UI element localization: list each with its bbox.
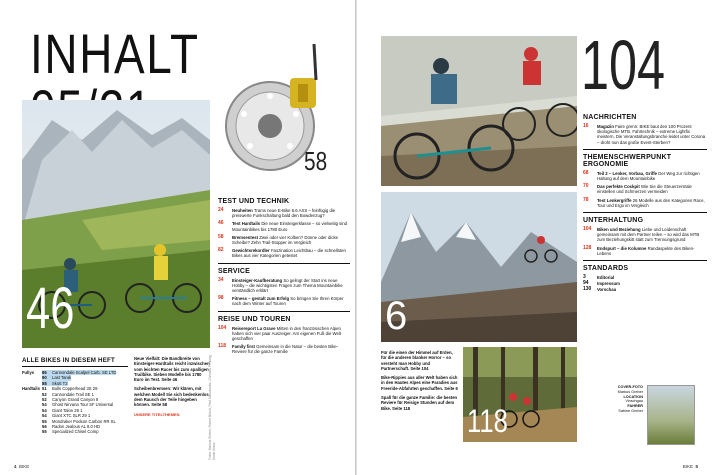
disc-caption: Scheibenbremsen: Wir klären, mit welchen Modell Sie sich bedenkenlos dem Rausch der Teile hingeben können. Seite 58 (134, 386, 209, 408)
entry-title: Fitness – gestalt zum Erfolg (232, 296, 290, 302)
page-title: INHALT (30, 22, 199, 85)
entry-page: 46 (218, 220, 224, 227)
cover-foto-line: Sabine Greber (618, 408, 643, 413)
section-divider (583, 260, 707, 261)
entry-page: 24 (218, 207, 224, 213)
bike-name: Last Tarak (52, 375, 72, 381)
entry-page: 16 (583, 123, 589, 129)
hero-page-number: 46 (26, 276, 75, 341)
bike-category (22, 429, 42, 434)
bike-page: 90 (42, 375, 52, 380)
entry-title: Vorschau (597, 287, 617, 293)
toc-entry[interactable] (218, 326, 350, 342)
entry-title: Endspurt – die Kolumne (597, 245, 647, 251)
cover-foto-block (583, 385, 707, 445)
entry-text: So bringen Sie Ihren Körper nach dem Winter auf Touren (232, 296, 344, 307)
hero-caption: Neue Vielfalt: Die Bandbreite von Einsteiger-Hardtails reicht inzwischen vom leichten Racer bis zum spaßigen Trailbike. Sieben Modelle bis 1780 Euro im Test. Seite 46 (134, 356, 210, 383)
bike-category: Hardtails (22, 386, 40, 392)
toc-entry[interactable] (583, 124, 707, 145)
entry-text: Die neue Einsteigerklasse – so vielseitig sind Mountainbikes bis 1780 Euro (232, 221, 348, 232)
toc-entry[interactable] (583, 246, 707, 256)
hero-photo-hardtails (22, 100, 210, 348)
entry-text: Wie Sie die Steuerzentrale einstellen und Schmerzen vermeiden (597, 184, 692, 195)
cover-foto-credits (583, 385, 643, 445)
bike-name: Ghost Nirvana Tour SF Universal (52, 402, 114, 408)
toc-entry[interactable] (218, 344, 350, 354)
bike-name: Cannondale Scalpel Carb. SE LTD (52, 370, 117, 375)
mountain-photo (381, 192, 577, 342)
bike-name: Giant Talon 29 1 (52, 407, 83, 413)
mountain-range-image (381, 192, 577, 342)
bike-page: 88 (42, 381, 52, 386)
toc-entry[interactable] (218, 296, 350, 306)
entry-page: 128 (583, 244, 592, 251)
entry-title: Impressum (597, 281, 620, 287)
footer-brand: BIKE (19, 464, 30, 469)
toc-entry[interactable] (218, 248, 350, 258)
mountain-page-number: 6 (385, 294, 408, 338)
entry-title: Test Hardtails (232, 221, 261, 227)
caption-hautes-alpes: Bike-Rippies aus aller Welt haben sich in den Hautes Alpes eine Paradies aus Freeride-Abfahrten geschaffen. Seite 6 (381, 375, 458, 391)
footer-left (14, 464, 29, 469)
section-reise-touren (218, 316, 350, 355)
entry-page: 118 (218, 343, 227, 350)
entry-page: 130 (583, 286, 592, 293)
cover-foto-line: Markus Greber (617, 389, 643, 394)
section-divider (218, 263, 350, 264)
entry-page: 70 (583, 183, 589, 190)
entry-title: Neuheiten (232, 208, 253, 213)
toc-entry[interactable] (218, 235, 350, 245)
entry-title: Test Lenkergriffe (597, 197, 632, 203)
bike-name: Skott T2 (52, 380, 68, 386)
bike-page: 54 (42, 413, 47, 419)
section-divider (583, 149, 707, 150)
bike-name: Specialized Chisel Comp (52, 429, 99, 435)
entry-title: Reisereport La Grave (232, 325, 276, 331)
bike-page: 51 (42, 386, 47, 392)
entry-page: 94 (583, 280, 589, 287)
toc-entry[interactable] (583, 184, 707, 194)
bike-page: 52 (42, 391, 47, 397)
toc-entry[interactable] (583, 287, 707, 292)
caption-family: Spaß für die ganze Familie: die besten Reviere für Reisige Stunden auf dem Bike. Seite 118 (381, 395, 458, 411)
disc-page-number: 58 (304, 146, 328, 176)
entry-text: 26 Modelle aus den Kategorien Race, Tour und Ergo im Vergleich (597, 197, 705, 208)
bike-name: Mondraker Podium Carbon RR SL (52, 418, 116, 424)
entry-title: Einsteiger-Kaufberatung (232, 277, 283, 283)
entry-text: Trams neue E-Bike 6.6 AXS – feinfügig die preiswerte Funkschaltung bald den Bowdenzug? (232, 208, 336, 219)
photo-credits: Fotos: Markus Greber, Robert Bösch, Paul Masukowitz, Christian Penning, Armin Kranz (208, 354, 216, 460)
section-ergonomie (583, 154, 707, 208)
right-sections (583, 114, 707, 294)
toc-entry[interactable] (583, 281, 707, 286)
bike-page: 52 (42, 397, 47, 403)
section-divider (583, 212, 707, 213)
entry-page: 58 (218, 233, 224, 240)
bikes-box-heading: ALLE BIKES IN DIESEM HEFT (22, 357, 128, 367)
section-heading: TEST UND TECHNIK (218, 198, 290, 205)
entry-title: Biken und Beziehung (597, 227, 641, 233)
cover-themes-label: UNSERE TITELTHEMEN (134, 411, 180, 417)
forest-page-number: 118 (467, 403, 508, 439)
entry-text: Zwei oder vier Kolben? Dünne oder dicke Scheibe? Zehn Trail-Stopper im Vergleich (232, 234, 339, 246)
cover-foto-title: COVER-FOTO (617, 385, 643, 389)
toc-entry[interactable] (583, 198, 707, 208)
entry-page: 82 (218, 247, 224, 254)
toc-entry[interactable] (583, 227, 707, 243)
entry-page: 104 (218, 324, 227, 331)
bike-page: 54 (42, 402, 47, 408)
entry-title: Family first (232, 344, 255, 350)
brake-disc-photo (218, 34, 338, 190)
bike-category: Fullys (22, 370, 35, 375)
cover-foto-line: LOCATION (623, 394, 643, 399)
entry-text: So gelingt der Start ins neue Hobby – die wichtigsten Fragen zum Thema Mountainbike verständlich erklärt (232, 277, 343, 294)
hero-caption-block (134, 356, 212, 417)
toc-entry[interactable] (583, 171, 707, 181)
bike-page: 54 (42, 407, 47, 413)
entry-title: Editorial (597, 275, 615, 281)
entry-title: Teil 2 – Lenker, Vorbau, Griffe (597, 170, 658, 176)
section-nachrichten (583, 114, 707, 145)
cover-thumbnail (647, 385, 695, 445)
big-page-number: 104 (581, 26, 666, 104)
section-heading: THEMENSCHWERPUNKT ERGONOMIE (583, 153, 672, 168)
entry-title: Bremsentest (232, 234, 259, 240)
bikes-table (22, 370, 128, 435)
entry-text: Faszination Leichtbau – die schnellsten Bikes aus vier Kategorien getestet (232, 248, 346, 259)
section-standards (583, 265, 707, 293)
entry-page: 98 (218, 295, 224, 302)
bike-row[interactable] (22, 429, 128, 434)
bike-name: Giant XTC SLR 29 1 (52, 413, 91, 419)
entry-page: 104 (583, 226, 592, 233)
bike-name: Cannondale Trail SE 1 (52, 391, 94, 397)
section-test-technik (218, 198, 350, 259)
toc-entry[interactable] (218, 221, 350, 231)
entry-text: Faire grenn: BIKE baut den 100 Prozent ökologische MTB. Fahrtechnik – extreme Lightfix meistern. Die Veranstaltungsbranche leidet unter Corona – droht nun das große Event-Sterben? (597, 124, 706, 145)
entry-title: Magazin (597, 124, 614, 129)
left-page (0, 0, 355, 475)
bike-page: 86 (42, 370, 52, 375)
entry-text: Der Weg zur richtigen Haltung auf dem Mountainbike (597, 170, 700, 182)
right-captions (381, 350, 459, 411)
forest-photo (463, 347, 577, 442)
riders-image (381, 36, 577, 186)
right-page (357, 0, 712, 475)
section-service (218, 268, 350, 307)
bike-name: Radon Jealous AL 8.0 HD (52, 424, 101, 430)
caption-relationship: Für die einen der Himmel auf Erden, für die anderen blanker Horror – so versteht man Hobby und Partnerschaft. Seite 104 (381, 350, 453, 371)
entry-title: Das perfekte Cockpit (597, 184, 640, 190)
section-heading: STANDARDS (583, 265, 629, 273)
entry-title: Gewichtsrekordler (232, 248, 270, 254)
section-unterhaltung (583, 217, 707, 256)
left-sections (218, 198, 350, 358)
entry-page: 68 (583, 169, 589, 176)
section-heading: REISE UND TOUREN (218, 315, 291, 323)
footer-page-number: 5 (695, 464, 698, 469)
footer-brand: BIKE (682, 464, 693, 469)
bike-page: 55 (42, 418, 47, 424)
section-heading: NACHRICHTEN (583, 114, 637, 121)
bike-name: Canyon Grand Canyon 8 (52, 397, 99, 403)
footer-page-number: 4 (14, 464, 17, 469)
section-heading: UNTERHALTUNG (583, 217, 644, 225)
bike-page: 55 (42, 429, 47, 435)
bike-page: 56 (42, 424, 47, 430)
entry-page: 34 (218, 276, 224, 283)
cover-foto-line: FAHRER (627, 404, 643, 409)
toc-entry[interactable] (583, 275, 707, 280)
cover-foto-line: Vinschgau (625, 399, 643, 404)
toc-entry[interactable] (218, 208, 350, 218)
toc-entry[interactable] (218, 278, 350, 294)
entry-text: Randaspekte des Biken-Lebens (597, 245, 695, 256)
footer-right (683, 464, 698, 469)
top-riders-photo (381, 36, 577, 186)
entry-text: Liebe und Leidenschaft gemeinsam mit dem Partner teilen – so wird das MTB zum Beziehungskitt statt zum Trennungsgrund (597, 227, 700, 243)
section-heading: SERVICE (218, 267, 251, 275)
entry-text: Mitten in den französischen Alpen haben sich vier paar Auszeiger. Am eigenen Fuß die Welt geschaffen (232, 325, 342, 342)
bikes-in-issue-box (22, 357, 128, 435)
entry-page: 3 (583, 274, 586, 281)
section-divider (218, 311, 350, 312)
entry-text: Gemeinsam in die Natur – die besten Bike-Reviere für die ganze Familie (232, 344, 339, 355)
entry-page: 78 (583, 196, 589, 203)
bike-name: Bulls Copperhead 3S 29 (52, 386, 98, 392)
